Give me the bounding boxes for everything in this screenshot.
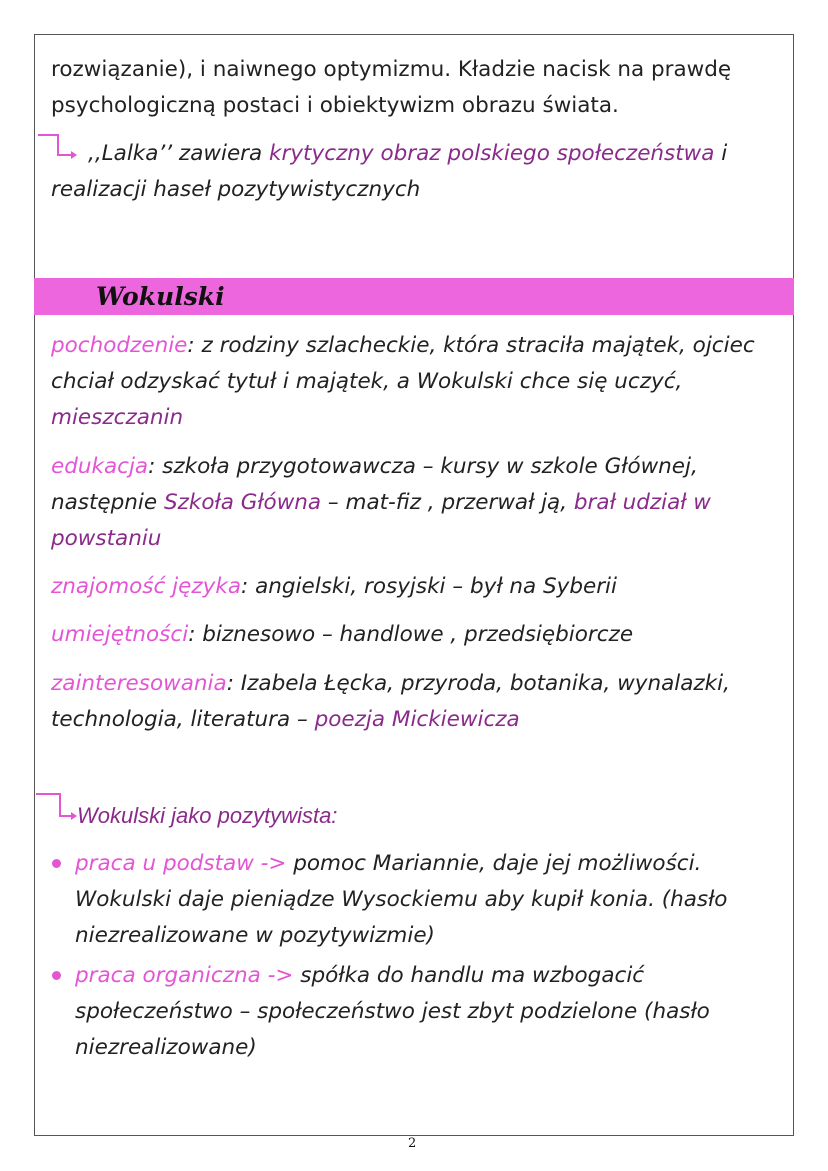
bullet-1-line-3: niezrealizowane w pozytywizmie) [75, 923, 435, 948]
bullet-2-line-1 [75, 958, 805, 994]
pochodzenie-line-1 [51, 328, 781, 364]
intro-line-3-c: i [714, 141, 728, 166]
edukacja-text-2d: brał udział w [573, 490, 711, 515]
pochodzenie-text-1: : z rodziny szlacheckie, która straciła majątek, ojciec [187, 333, 755, 358]
edukacja-text-1: : szkoła przygotowawcza – kursy w szkole Głównej, [148, 454, 698, 479]
intro-line-1: rozwiązanie), i naiwnego optymizmu. Kładzie nacisk na prawdę [51, 57, 732, 82]
edukacja-line-1 [51, 449, 781, 485]
section-title: Wokulski [96, 282, 225, 311]
bullet-1-dot [52, 859, 61, 868]
zainteresowania-line-1 [51, 666, 781, 702]
intro-highlight: krytyczny obraz polskiego społeczeństwa [269, 141, 715, 166]
pochodzenie-label: pochodzenie [51, 333, 188, 358]
positivist-heading: Wokulski jako pozytywista: [77, 803, 338, 828]
bullet-2-line-2: społeczeństwo – społeczeństwo jest zbyt podzielone (hasło [75, 999, 710, 1024]
edukacja-text-2a: następnie [51, 490, 164, 515]
edukacja-text-2b: Szkoła Główna [163, 490, 322, 515]
bullet-2-text-1: spółka do handlu ma wzbogacić [293, 963, 645, 988]
arrow-icon [34, 792, 80, 826]
jezyk-text: : angielski, rosyjski – był na Syberii [241, 574, 617, 599]
umiejetnosci-text: : biznesowo – handlowe , przedsiębiorcze [188, 622, 634, 647]
intro-line-2: psychologiczną postaci i obiektywizm obrazu świata. [51, 93, 619, 118]
intro-line-3-a: ,,Lalka’’ zawiera [88, 141, 270, 166]
bullet-2-line-3: niezrealizowane) [75, 1035, 257, 1060]
zainteresowania-text-1: : Izabela Łęcka, przyroda, botanika, wynalazki, [226, 671, 730, 696]
bullet-2-label: praca organiczna -> [75, 963, 294, 988]
page-number: 2 [408, 1136, 417, 1151]
pochodzenie-line-2: chciał odzyskać tytuł i majątek, a Wokulski chce się uczyć, [51, 369, 683, 394]
umiejetnosci-line [51, 617, 781, 653]
jezyk-label: znajomość języka [51, 574, 242, 599]
bullet-1-line-1 [75, 846, 805, 882]
bullet-1-line-2: Wokulski daje pieniądze Wysockiemu aby kupił konia. (hasło [75, 887, 728, 912]
jezyk-line [51, 569, 781, 605]
intro-line-3 [88, 136, 818, 172]
zainteresowania-text-2a: technologia, literatura – [51, 707, 315, 732]
bullet-1-text-1: pomoc Mariannie, daje jej możliwości. [286, 851, 702, 876]
zainteresowania-line-2 [51, 702, 781, 738]
edukacja-line-2 [51, 485, 781, 521]
pochodzenie-line-3: mieszczanin [51, 405, 184, 430]
bullet-2-dot [52, 971, 61, 980]
edukacja-line-3: powstaniu [51, 526, 162, 551]
zainteresowania-label: zainteresowania [51, 671, 227, 696]
arrow-icon [36, 133, 80, 163]
edukacja-text-2c: – mat-fiz , przerwał ją, [321, 490, 574, 515]
umiejetnosci-label: umiejętności [51, 622, 189, 647]
zainteresowania-text-2b: poezja Mickiewicza [314, 707, 520, 732]
edukacja-label: edukacja [51, 454, 149, 479]
bullet-1-label: praca u podstaw -> [75, 851, 287, 876]
intro-line-4: realizacji haseł pozytywistycznych [51, 177, 421, 202]
